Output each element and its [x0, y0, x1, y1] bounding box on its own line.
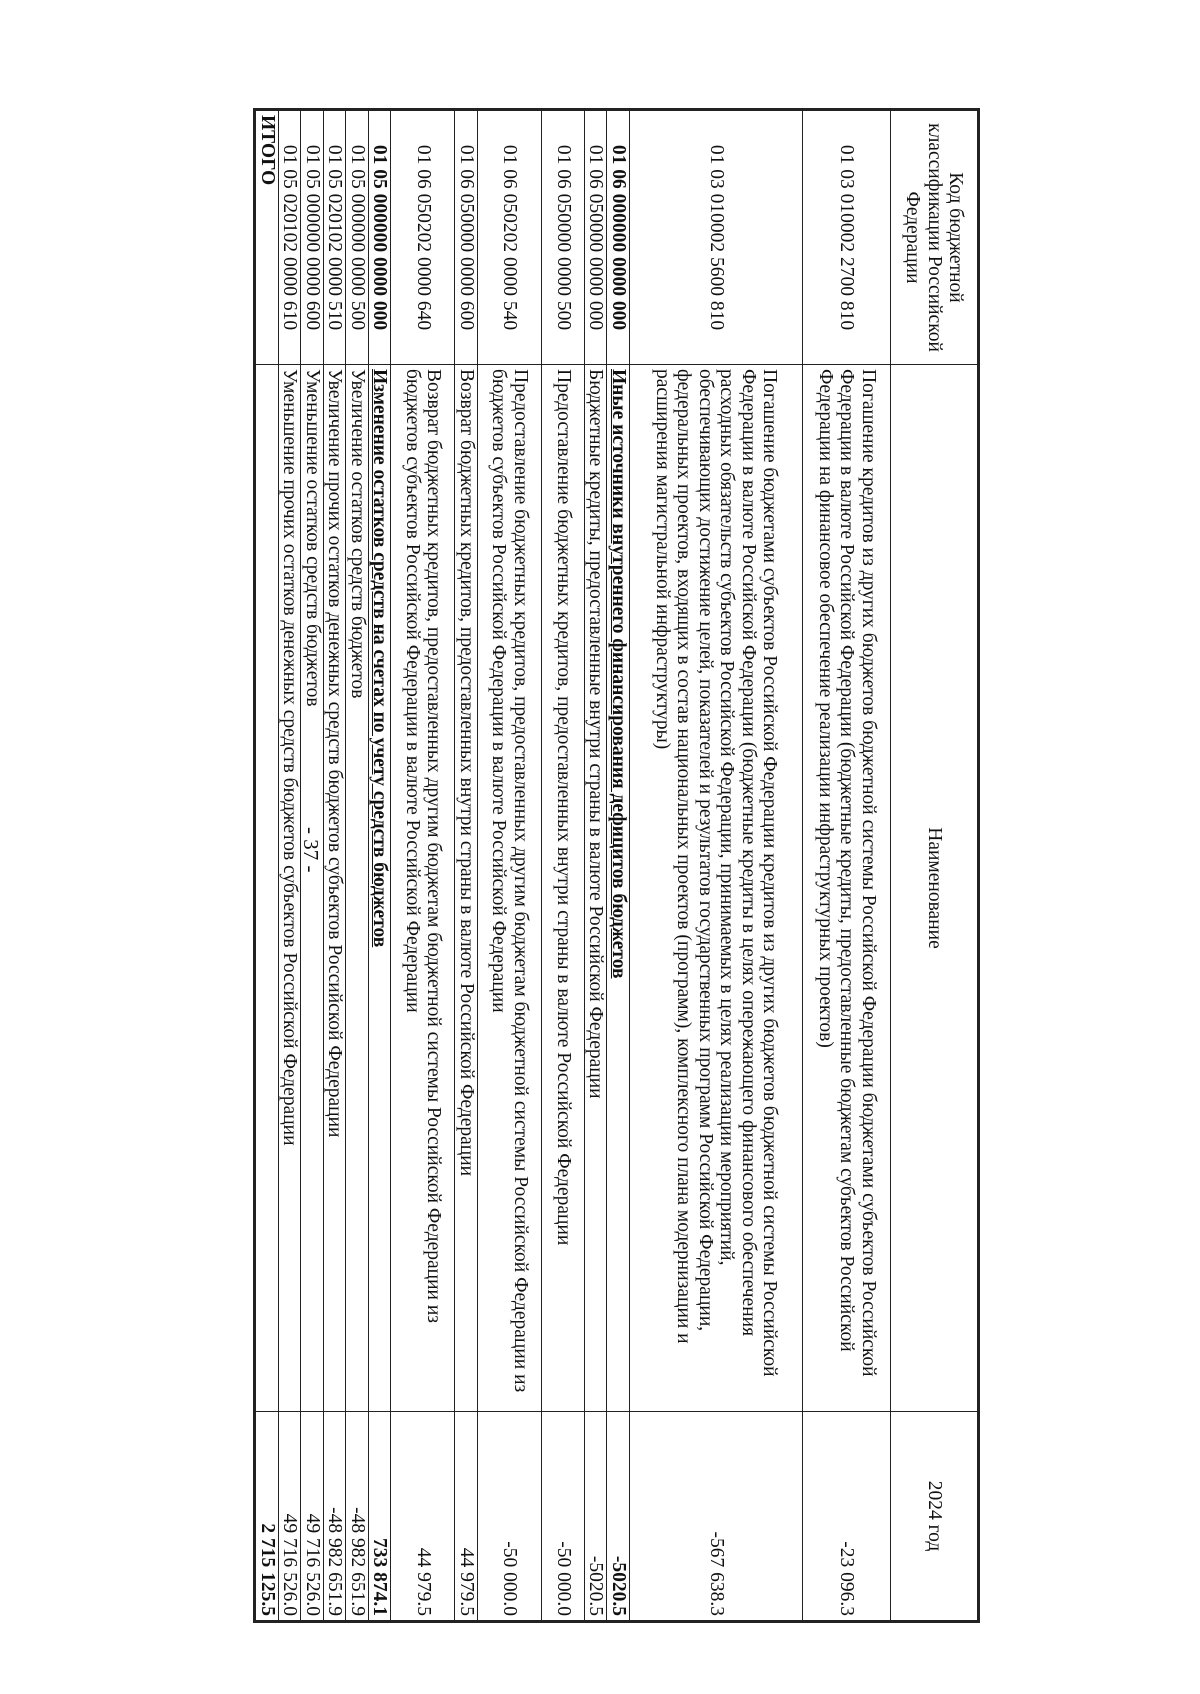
row-value: 44 979.5: [391, 1412, 455, 1622]
row-value: -48 982 651.9: [346, 1412, 369, 1622]
row-name-text: Уменьшение прочих остатков денежных средств бюджетов субъектов Российской Федерации: [279, 369, 301, 1146]
row-code: 01 06 000000 0000 000: [607, 110, 630, 365]
row-name: [279, 365, 302, 1412]
row-name-text: Возврат бюджетных кредитов, предоставленных внутри страны в валюте Российской Федерации: [456, 369, 477, 1177]
table-row: [607, 110, 630, 1622]
row-name-text: Погашение бюджетами субъектов Российской Федерации кредитов из других бюджетов бюджетной системы Российской Федерации в валюте Российской Федерации (бюджетные кредиты в целях опережающего финансового обеспечения расходных обязательств субъектов Российской Федерации, принимаемых в целях реализации мероприятий, обеспечивающих достижение целей, показателей и результатов государственных программ Российской Федерации, федеральных проектов, входящих в состав национальных проектов (программ), комплексного плана модернизации и расширения магистральной инфраструктуры): [652, 369, 781, 1377]
table-row: [585, 110, 608, 1622]
table-row: [279, 110, 302, 1622]
table-row: [301, 110, 324, 1622]
row-name: [478, 365, 542, 1412]
table-header-row: [891, 110, 979, 1622]
total-label: ИТОГО: [255, 110, 279, 365]
row-value: -5020.5: [607, 1412, 630, 1622]
row-name: [607, 365, 630, 1412]
row-code: 01 05 020102 0000 510: [324, 110, 347, 365]
row-name-text: Предоставление бюджетных кредитов, предоставленных внутри страны в валюте Российской Федерации: [552, 369, 574, 1246]
row-name: [346, 365, 369, 1412]
row-value: 733 874.1: [369, 1412, 392, 1622]
row-name-text: Увеличение остатков средств бюджетов: [347, 369, 368, 699]
row-name: [542, 365, 585, 1412]
row-name-text: Уменьшение остатков средств бюджетов: [302, 369, 323, 707]
row-name-text: Предоставление бюджетных кредитов, предоставленных другим бюджетам бюджетной системы Российской Федерации из бюджетов субъектов Российской Федерации в валюте Российской Федерации: [488, 369, 531, 1393]
row-name-text: Возврат бюджетных кредитов, предоставленных другим бюджетам бюджетной системы Российской Федерации из бюджетов субъектов Российской Федерации в валюте Российской Федерации: [402, 369, 445, 1323]
total-row: [255, 110, 279, 1622]
row-code: 01 05 000000 0000 600: [301, 110, 324, 365]
table-row: [455, 110, 478, 1622]
row-value: -5020.5: [585, 1412, 608, 1622]
header-year: 2024 год: [891, 1412, 979, 1622]
table-body: [255, 110, 891, 1622]
row-code: 01 06 050000 0000 000: [585, 110, 608, 365]
row-value: -48 982 651.9: [324, 1412, 347, 1622]
rotated-page-content: [180, 108, 980, 1620]
row-value: -50 000.0: [542, 1412, 585, 1622]
row-name-text: Погашение кредитов из других бюджетов бюджетной системы Российской Федерации бюджетами субъектов Российской Федерации в валюте Российской Федерации (бюджетные кредиты, предоставленные бюджетам субъектов Российской Федерации на финансовое обеспечение реализации инфраструктурных проектов): [814, 369, 879, 1377]
row-code: 01 05 000000 0000 500: [346, 110, 369, 365]
row-name: [630, 365, 803, 1412]
page-number: - 37 -: [299, 827, 323, 873]
row-code: 01 06 050202 0000 540: [478, 110, 542, 365]
row-name-text: Увеличение прочих остатков денежных средств бюджетов субъектов Российской Федерации: [324, 369, 346, 1138]
total-value: 2 715 125.5: [255, 1412, 279, 1622]
row-value: -23 096.3: [803, 1412, 891, 1622]
table-row: [630, 110, 803, 1622]
row-name: [324, 365, 347, 1412]
table-row: [346, 110, 369, 1622]
row-code: 01 06 050202 0000 640: [391, 110, 455, 365]
row-name: [585, 365, 608, 1412]
sources-financing-table: [254, 108, 981, 1623]
table-row: [369, 110, 392, 1622]
row-value: 49 716 526.0: [279, 1412, 302, 1622]
table-row: [391, 110, 455, 1622]
row-name-text: Иные источники внутреннего финансирования дефицитов бюджетов: [608, 369, 629, 979]
row-name-text: Изменение остатков средств на счетах по учету средств бюджетов: [369, 369, 391, 948]
row-code: 01 06 050000 0000 600: [455, 110, 478, 365]
row-code: 01 06 050000 0000 500: [542, 110, 585, 365]
row-name: [391, 365, 455, 1412]
row-code: 01 03 010002 5600 810: [630, 110, 803, 365]
row-value: 49 716 526.0: [301, 1412, 324, 1622]
table-row: [478, 110, 542, 1622]
table-row: [324, 110, 347, 1622]
row-value: 44 979.5: [455, 1412, 478, 1622]
row-code: 01 03 010002 2700 810: [803, 110, 891, 365]
row-name: [455, 365, 478, 1412]
total-name-empty: [255, 365, 279, 1412]
row-name: [803, 365, 891, 1412]
row-name: [369, 365, 392, 1412]
table-row: [542, 110, 585, 1622]
row-name: [301, 365, 324, 1412]
row-value: -567 638.3: [630, 1412, 803, 1622]
header-code: Код бюджетной классификации Российской Федерации: [891, 110, 979, 365]
table-row: [803, 110, 891, 1622]
row-code: 01 05 000000 0000 000: [369, 110, 392, 365]
row-name-text: Бюджетные кредиты, предоставленные внутри страны в валюте Российской Федерации: [585, 369, 607, 1099]
header-name: Наименование: [891, 365, 979, 1412]
row-code: 01 05 020102 0000 610: [279, 110, 302, 365]
row-value: -50 000.0: [478, 1412, 542, 1622]
